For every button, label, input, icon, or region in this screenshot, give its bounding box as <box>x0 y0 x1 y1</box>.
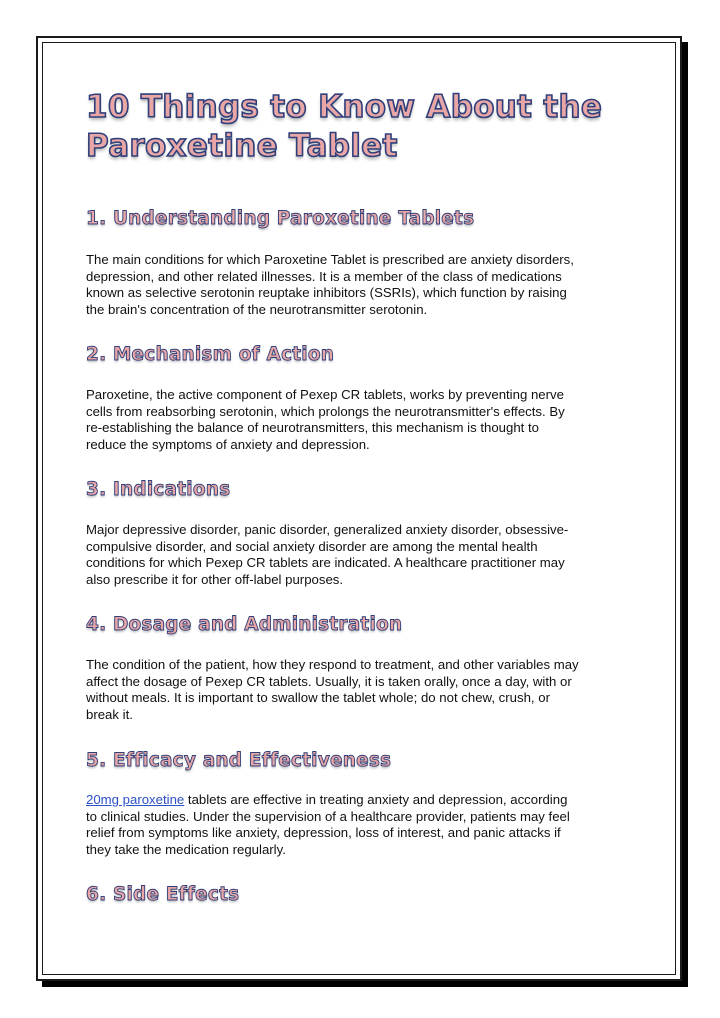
body-line: compulsive disorder, and social anxiety disorder are among the mental health <box>86 538 538 554</box>
body-line: relief from symptoms like anxiety, depression, loss of interest, and panic attacks if <box>86 825 561 841</box>
body-line: known as selective serotonin reuptake inhibitors (SSRIs), which function by raising <box>86 285 567 301</box>
body-line: affect the dosage of Pexep CR tablets. Usually, it is taken orally, once a day, with or <box>86 673 572 689</box>
body-line: also prescribe it for other off-label purposes. <box>86 572 344 588</box>
section-heading-side-effects: 6. Side Effects <box>86 884 240 905</box>
section-body-dosage <box>86 657 646 724</box>
body-line: to clinical studies. Under the supervision of a healthcare provider, patients may feel <box>86 808 570 824</box>
paroxetine-link[interactable]: 20mg paroxetine <box>86 792 185 807</box>
document-title <box>86 88 602 166</box>
body-line: break it. <box>86 707 133 723</box>
section-body-indications <box>86 522 646 589</box>
body-line: Paroxetine, the active component of Pexep CR tablets, works by preventing nerve <box>86 387 564 402</box>
body-line: The main conditions for which Paroxetine Tablet is prescribed are anxiety disorders, <box>86 252 574 267</box>
section-body-understanding <box>86 252 646 319</box>
body-line: Major depressive disorder, panic disorder, generalized anxiety disorder, obsessive- <box>86 522 569 537</box>
body-line <box>86 792 646 809</box>
body-line: cells from reabsorbing serotonin, which prolongs the neurotransmitter's effects. By <box>86 403 565 419</box>
section-heading-indications: 3. Indications <box>86 479 231 500</box>
section-body-efficacy <box>86 792 646 859</box>
body-line: The condition of the patient, how they respond to treatment, and other variables may <box>86 657 579 672</box>
section-heading-mechanism: 2. Mechanism of Action <box>86 344 335 365</box>
body-line: without meals. It is important to swallow the tablet whole; do not chew, crush, or <box>86 690 550 706</box>
document-title-line-2: Paroxetine Tablet <box>86 128 398 164</box>
body-line-text: tablets are effective in treating anxiety and depression, according <box>184 792 568 807</box>
section-heading-understanding: 1. Understanding Paroxetine Tablets <box>86 208 475 229</box>
section-heading-efficacy: 5. Efficacy and Effectiveness <box>86 750 392 771</box>
body-line: depression, and other related illnesses. It is a member of the class of medications <box>86 268 562 284</box>
section-heading-dosage: 4. Dosage and Administration <box>86 614 403 635</box>
body-line: conditions for which Pexep CR tablets are indicated. A healthcare practitioner may <box>86 555 565 571</box>
document-title-line-1: 10 Things to Know About the <box>86 89 603 125</box>
body-line: they take the medication regularly. <box>86 842 286 858</box>
body-line: re-establishing the balance of neurotransmitters, this mechanism is thought to <box>86 420 540 436</box>
section-body-mechanism <box>86 387 646 454</box>
body-line: reduce the symptoms of anxiety and depression. <box>86 437 370 453</box>
body-line: the brain's concentration of the neurotransmitter serotonin. <box>86 302 428 318</box>
